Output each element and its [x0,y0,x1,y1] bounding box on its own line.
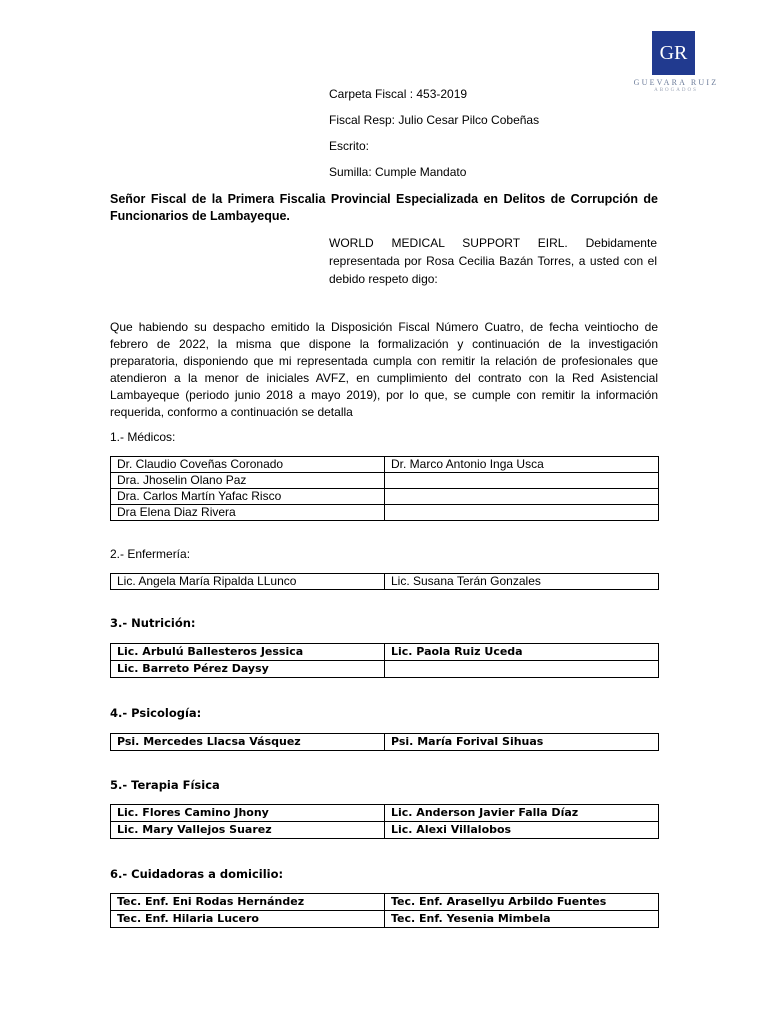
logo-name: GUEVARA RUIZ [633,78,719,87]
table-cell: Lic. Barreto Pérez Daysy [111,661,385,678]
table-row [111,574,659,590]
table-row [111,644,659,661]
table-cell: Dra. Carlos Martín Yafac Risco [111,489,385,505]
fiscal-responsable: Fiscal Resp: Julio Cesar Pilco Cobeñas [329,113,540,127]
table-psicologia [110,733,659,751]
sumilla: Sumilla: Cumple Mandato [329,165,467,179]
table-row [111,911,659,928]
logo-subtitle: ABOGADOS [654,88,698,93]
salutation: Señor Fiscal de la Primera Fiscalia Provincial Especializada en Delitos de Corrupción de Funcionarios de Lambayeque. [110,192,658,223]
table-cell: Lic. Paola Ruiz Uceda [385,644,659,661]
table-row [111,505,659,521]
table-cell: Dra. Jhoselin Olano Paz [111,473,385,489]
section-title-psicologia: 4.- Psicología: [110,706,202,720]
case-header [329,86,539,190]
table-row [111,805,659,822]
section-title-enfermeria: 2.- Enfermería: [110,547,191,561]
table-row [111,457,659,473]
table-cuidadoras [110,893,659,928]
carpeta-fiscal: Carpeta Fiscal : 453-2019 [329,87,468,101]
table-cell: Psi. María Forival Sihuas [385,734,659,751]
table-cell: Lic. Alexi Villalobos [385,822,659,839]
body-paragraph: Que habiendo su despacho emitido la Disposición Fiscal Número Cuatro, de fecha veintiocho de febrero de 2022, la misma que dispone la formalización y continuación de la investigación preparatoria, disponiendo que mi representada cumpla con remitir la relación de profesionales que atendieron a la menor de iniciales AVFZ, en cumplimiento del contrato con la Red Asistencial Lambayeque (periodo junio 2018 a mayo 2019), por lo que, se cumple con remitir la información requerida, conformo a continuación se detalla [110,320,658,419]
table-cell: Lic. Susana Terán Gonzales [385,574,659,590]
table-cell: Lic. Angela María Ripalda LLunco [111,574,385,590]
table-row [111,489,659,505]
table-enfermeria [110,573,659,590]
table-terapia-fisica [110,804,659,839]
table-cell: Tec. Enf. Arasellyu Arbildo Fuentes [385,894,659,911]
section-title-terapia-fisica: 5.- Terapia Física [110,778,220,792]
escrito: Escrito: [329,139,370,153]
table-nutricion [110,643,659,678]
table-cell [385,661,659,678]
table-cell: Dr. Marco Antonio Inga Usca [385,457,659,473]
table-cell [385,489,659,505]
section-title-cuidadoras: 6.- Cuidadoras a domicilio: [110,867,284,881]
table-cell: Tec. Enf. Yesenia Mimbela [385,911,659,928]
logo-initials: GR [652,31,695,75]
section-title-medicos: 1.- Médicos: [110,430,176,444]
table-cell: Lic. Mary Vallejos Suarez [111,822,385,839]
firm-logo [599,10,753,97]
table-row [111,894,659,911]
table-cell [385,505,659,521]
table-cell: Tec. Enf. Hilaria Lucero [111,911,385,928]
section-title-nutricion: 3.- Nutrición: [110,616,196,630]
table-cell [385,473,659,489]
table-row [111,734,659,751]
table-cell: Dr. Claudio Coveñas Coronado [111,457,385,473]
table-cell: Psi. Mercedes Llacsa Vásquez [111,734,385,751]
table-cell: Lic. Arbulú Ballesteros Jessica [111,644,385,661]
table-row [111,822,659,839]
table-row [111,473,659,489]
table-medicos [110,456,659,521]
table-cell: Tec. Enf. Eni Rodas Hernández [111,894,385,911]
table-cell: Lic. Anderson Javier Falla Díaz [385,805,659,822]
table-cell: Lic. Flores Camino Jhony [111,805,385,822]
table-row [111,661,659,678]
table-cell: Dra Elena Diaz Rivera [111,505,385,521]
intro-paragraph: WORLD MEDICAL SUPPORT EIRL. Debidamente representada por Rosa Cecilia Bazán Torres, a usted con el debido respeto digo: [329,236,657,286]
